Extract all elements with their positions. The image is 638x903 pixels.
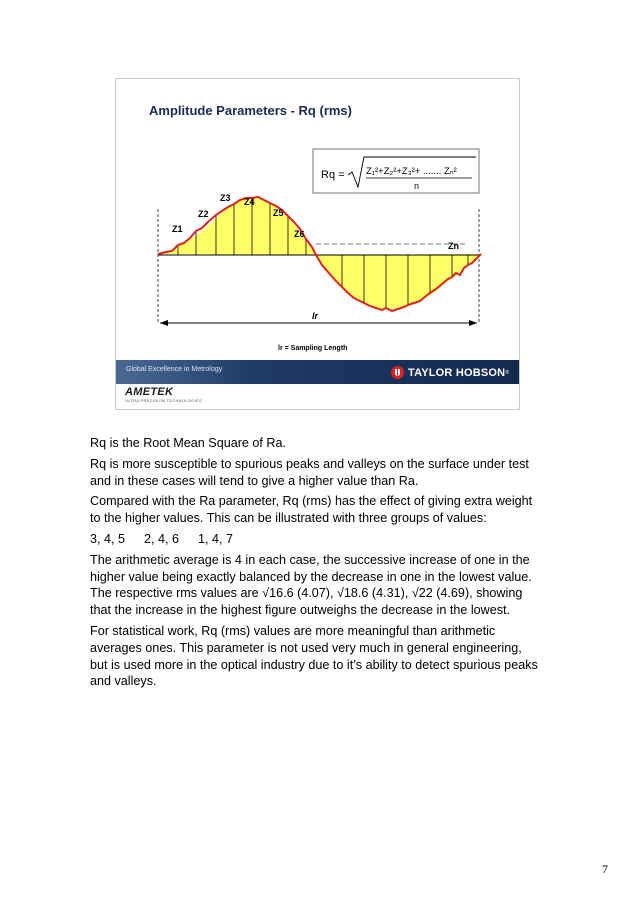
ametek-wordmark: AMETEK	[125, 386, 174, 398]
brand-registered: ®	[505, 369, 509, 376]
profile-fill-negative	[316, 254, 481, 309]
sampling-length-caption: lr = Sampling Length	[278, 345, 348, 352]
z6-label: Z6	[294, 229, 305, 239]
taylor-hobson-logo	[391, 365, 509, 380]
rq-profile-figure	[116, 79, 519, 359]
rq-formula	[313, 149, 479, 193]
paragraph-1: Rq is the Root Mean Square of Ra.	[90, 436, 287, 450]
slide-title: Amplitude Parameters - Rq (rms)	[149, 103, 352, 118]
slide-footer-band	[116, 360, 519, 384]
arrow-head-right	[469, 320, 477, 326]
formula-numerator: Z₁²+Z₂²+Z₃²+ ....... Zₙ²	[366, 166, 457, 177]
page-number: 7	[602, 862, 608, 876]
paragraph-2: Rq is more susceptible to spurious peaks and valleys on the surface under test and in these cases will tend to give a higher value than Ra.	[90, 456, 529, 488]
footer-tagline: Global Excellence in Metrology	[126, 366, 223, 373]
brand-name: TAYLOR HOBSON	[407, 366, 506, 379]
z3-label: Z3	[220, 193, 231, 203]
z4-label: Z4	[244, 197, 255, 207]
zn-label: Zn	[448, 241, 459, 251]
value-group-1: 3, 4, 5	[90, 531, 126, 546]
formula-lhs: Rq =	[321, 169, 345, 181]
arrow-head-left	[160, 320, 168, 326]
notes-text	[90, 435, 540, 694]
slide-image	[115, 78, 520, 410]
value-group-2: 2, 4, 6	[144, 531, 180, 546]
formula-denominator: n	[414, 181, 420, 191]
z1-label: Z1	[172, 224, 183, 234]
sampling-length-label: lr	[312, 311, 319, 321]
paragraph-3: Compared with the Ra parameter, Rq (rms) has the effect of giving extra weight to the higher values. This can be illustrated with three groups of values:	[90, 494, 533, 526]
z2-label: Z2	[198, 209, 209, 219]
value-groups	[90, 531, 540, 548]
ametek-logo	[125, 386, 202, 403]
z5-label: Z5	[273, 208, 284, 218]
ametek-subtitle: ULTRA PRECISION TECHNOLOGIES	[125, 398, 202, 403]
paragraph-4: The arithmetic average is 4 in each case, the successive increase of one in the higher value being exactly balanced by the decrease in one in the lowest value. The respective rms values are √16.6 (4.07), √18.6 (4.31), √22 (4.69), showing that the increase in the highest figure outweighs the decrease in the lowest.	[90, 552, 532, 618]
value-group-3: 1, 4, 7	[198, 531, 234, 546]
paragraph-5: For statistical work, Rq (rms) values are more meaningful than arithmetic averages ones. This parameter is not used very much in general engineering, but is used more in the optical industry due to it’s ability to detect spurious peaks and valleys.	[90, 623, 538, 689]
taylor-hobson-mark-icon	[391, 366, 404, 379]
